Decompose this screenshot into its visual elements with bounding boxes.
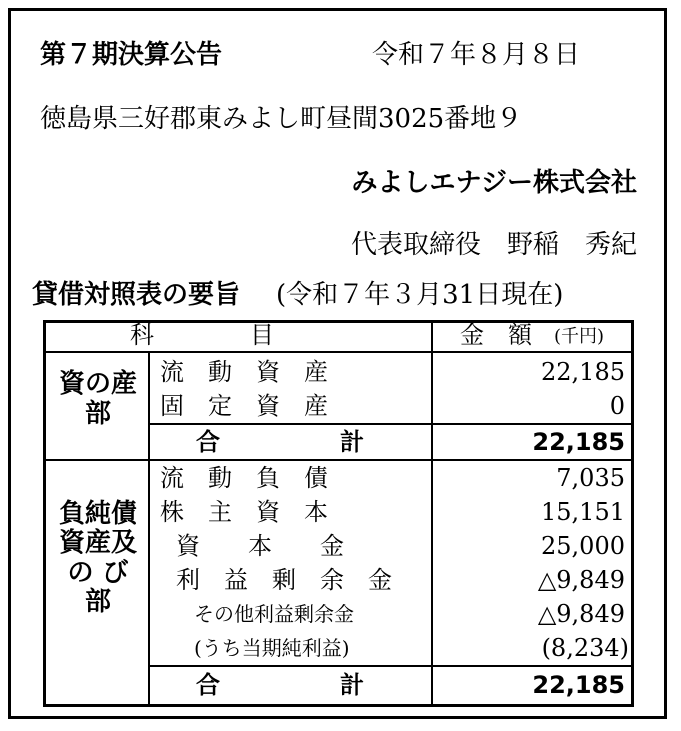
section-divider [148,351,150,707]
column-header-amount: 金 額 [460,321,532,349]
representative: 代表取締役 野稲 秀紀 [350,230,637,260]
liab-row-label: 流 動 負 債 [160,464,328,492]
header-rule [43,351,634,353]
notice-title: 第７期決算公告 [40,40,223,70]
liab-total-label: 合 計 [196,671,364,699]
liab-row-value: 25,000 [541,532,625,560]
assets-section-label: 資の産部 [58,369,137,429]
liab-row-label: その他利益剰余金 [194,602,354,626]
liab-row-label: (うち当期純利益) [194,636,350,660]
asset-total-rule [148,423,634,425]
asset-row-value: 22,185 [541,358,625,386]
asset-row-value: 0 [609,392,625,420]
company-name: みよしエナジー株式会社 [351,168,637,198]
liab-row-value: △9,849 [537,600,625,628]
liabilities-section-label: 負純債資産及の び部 [58,499,137,618]
notice-date: 令和７年８月８日 [372,40,581,70]
amount-divider [431,320,433,707]
company-address: 徳島県三好郡東みよし町昼間3025番地９ [40,104,523,134]
column-header-unit: (千円) [554,326,605,347]
liab-row-label: 資 本 金 [176,532,344,560]
liab-total-value: 22,185 [532,671,625,699]
liab-row-value: 7,035 [556,464,625,492]
balance-sheet-title: 貸借対照表の要旨 [32,280,241,310]
liab-row-label: 利 益 剰 余 金 [176,566,392,594]
asset-row-label: 固 定 資 産 [160,392,328,420]
section-rule [43,459,634,461]
asset-row-label: 流 動 資 産 [160,358,328,386]
liab-row-value: △9,849 [537,566,625,594]
liab-total-rule [148,665,634,667]
liab-row-value: (8,234) [541,634,629,662]
asset-total-label: 合 計 [196,428,364,456]
liab-row-value: 15,151 [541,498,625,526]
liab-row-label: 株 主 資 本 [160,498,328,526]
column-header-account: 科 目 [130,321,274,349]
balance-sheet-date: (令和７年３月31日現在) [276,280,564,310]
asset-total-value: 22,185 [532,428,625,456]
